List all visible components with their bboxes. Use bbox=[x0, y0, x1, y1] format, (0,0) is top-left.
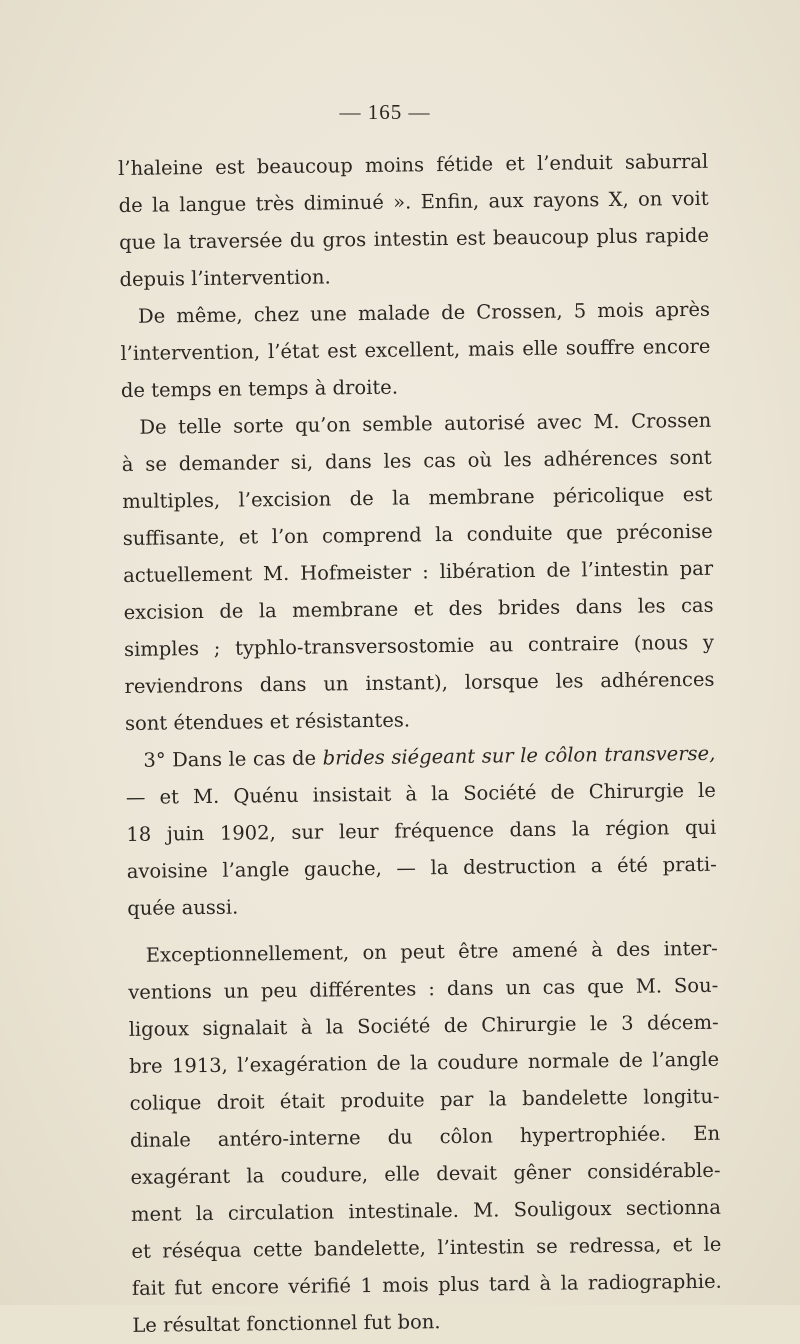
text-line: que la traversée du gros intestin est beaucoup plus rapide bbox=[118, 223, 710, 254]
text-line: Le résultat fonctionnel fut bon. bbox=[132, 1310, 441, 1337]
text-line: De telle sorte qu’on semble autorisé avec M. Crossen bbox=[139, 408, 712, 439]
text-line: depuis l’intervention. bbox=[119, 265, 331, 291]
text-line: actuellement M. Hofmeister : libération de l’intestin par bbox=[123, 556, 714, 587]
text-line: — et M. Quénu insistait à la Société de Chirurgie le bbox=[125, 778, 716, 809]
text-line: ment la circulation intestinale. M. Souligoux sectionna bbox=[130, 1195, 722, 1226]
text-line: dinale antéro-interne du côlon hypertrophiée. En bbox=[129, 1121, 721, 1152]
text-line: de temps en temps à droite. bbox=[120, 375, 399, 402]
text-line: quée aussi. bbox=[127, 895, 239, 920]
text-line: avoisine l’angle gauche, — la destruction a été prati- bbox=[126, 852, 717, 883]
text-line: De même, chez une malade de Crossen, 5 mois après bbox=[137, 297, 711, 328]
text-line: simples ; typhlo-transversostomie au contraire (nous y bbox=[123, 630, 715, 661]
text-line: à se demander si, dans les cas où les adhérences sont bbox=[121, 445, 712, 476]
text-line: Exceptionnellement, on peut être amené à des inter- bbox=[145, 936, 718, 967]
text-line: l’intervention, l’état est excellent, mais elle souffre encore bbox=[120, 334, 711, 365]
text-line: 3° Dans le cas de brides siégeant sur le côlon transverse, bbox=[143, 741, 716, 772]
body-text bbox=[118, 143, 723, 1344]
text-line: l’haleine est beaucoup moins fétide et l’enduit saburral bbox=[118, 149, 709, 180]
text-line: excision de la membrane et des brides dans les cas bbox=[123, 593, 714, 624]
text-line: suffisante, et l’on comprend la conduite que préconise bbox=[122, 519, 713, 550]
text-line: multiples, l’excision de la membrane péricolique est bbox=[122, 482, 713, 513]
page-number: — 165 — bbox=[339, 100, 431, 124]
text-line: fait fut encore vérifié 1 mois plus tard à la radiographie. bbox=[131, 1269, 722, 1300]
text-line: 18 juin 1902, sur leur fréquence dans la région qui bbox=[126, 815, 717, 846]
text-line: ligoux signalait à la Société de Chirurgie le 3 décem- bbox=[128, 1010, 719, 1041]
text-line: et réséqua cette bandelette, l’intestin se redressa, et le bbox=[131, 1232, 722, 1263]
text-line: reviendrons dans un instant), lorsque les adhérences bbox=[124, 667, 715, 698]
text-line: colique droit était produite par la bandelette longitu- bbox=[129, 1084, 720, 1115]
text-line: de la langue très diminué ». Enfin, aux rayons X, on voit bbox=[118, 186, 709, 217]
text-line: sont étendues et résistantes. bbox=[124, 708, 411, 735]
text-line: bre 1913, l’exagération de la coudure normale de l’angle bbox=[129, 1047, 720, 1078]
text-line: ventions un peu différentes : dans un cas que M. Sou- bbox=[128, 973, 719, 1004]
text-line: exagérant la coudure, elle devait gêner considérable- bbox=[130, 1158, 721, 1189]
